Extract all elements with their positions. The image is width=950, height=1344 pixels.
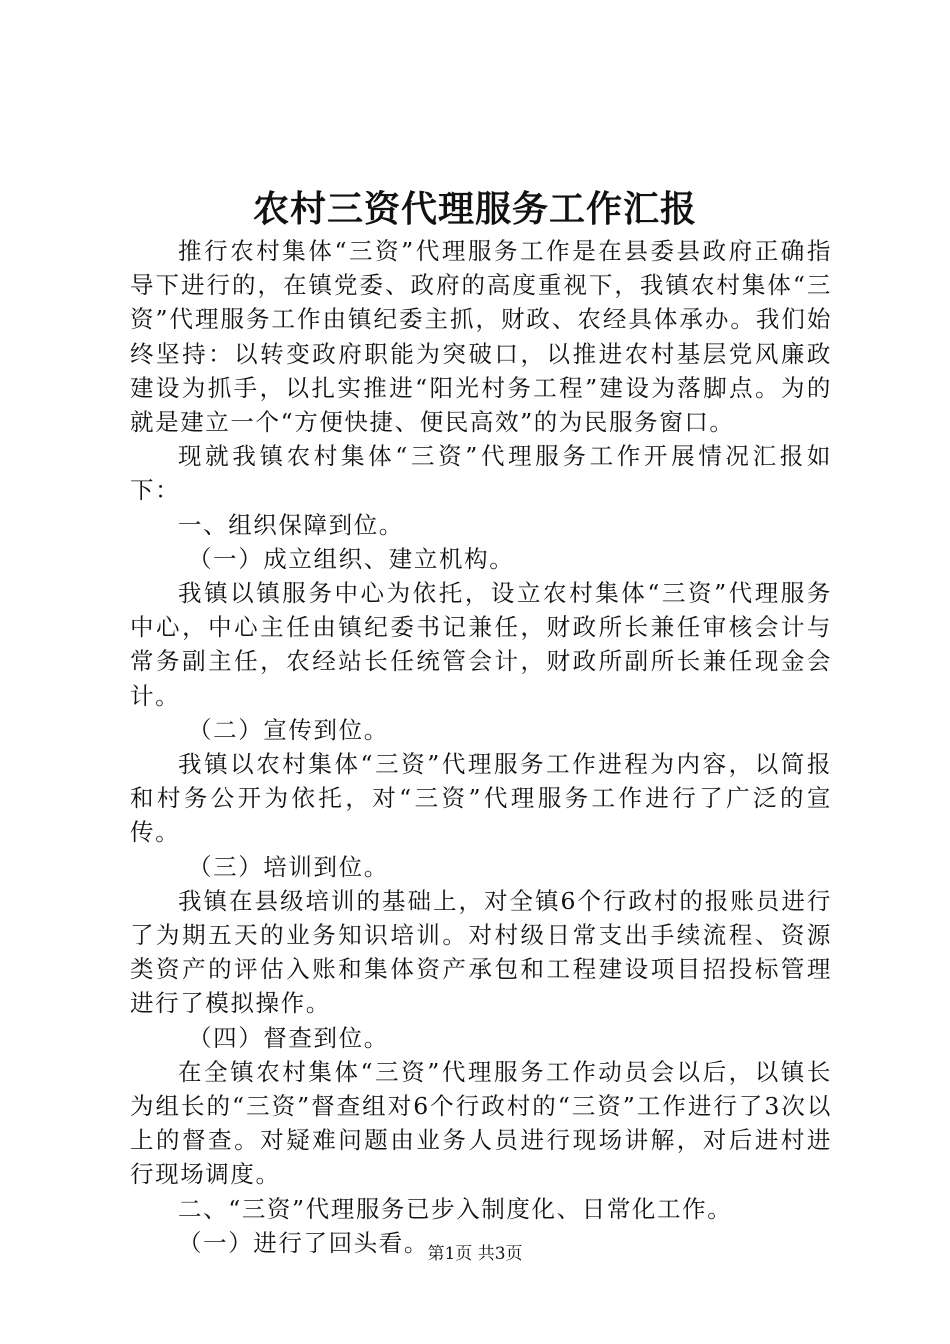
- paragraph-organization: 我镇以镇服务中心为依托，设立农村集体“三资”代理服务中心，中心主任由镇纪委书记兼任，财政所长兼任审核会计与常务副主任，农经站长任统管会计，财政所副所长兼任现金会计。: [130, 579, 832, 710]
- subsection-heading-1-2: （二）宣传到位。: [188, 715, 389, 744]
- subsection-heading-1-3: （三）培训到位。: [188, 852, 389, 881]
- page-footer: 第1页 共3页: [427, 1244, 523, 1264]
- section-heading-1: 一、组织保障到位。: [178, 510, 404, 539]
- paragraph-report-lead: 现就我镇农村集体“三资”代理服务工作开展情况汇报如下：: [130, 442, 832, 505]
- paragraph-intro: 推行农村集体“三资”代理服务工作是在县委县政府正确指导下进行的，在镇党委、政府的高度重视下，我镇农村集体“三资”代理服务工作由镇纪委主抓，财政、农经具体承办。我们始终坚持：以转变政府职能为突破口，以推进农村基层党风廉政建设为抓手，以扎实推进“阳光村务工程”建设为落脚点。为的就是建立一个“方便快捷、便民高效”的为民服务窗口。: [130, 237, 832, 437]
- subsection-heading-2-1: （一）进行了回头看。: [178, 1228, 429, 1257]
- section-heading-2: 二、“三资”代理服务已步入制度化、日常化工作。: [178, 1194, 733, 1223]
- subsection-heading-1-1: （一）成立组织、建立机构。: [188, 544, 515, 573]
- subsection-heading-1-4: （四）督查到位。: [188, 1023, 389, 1052]
- paragraph-publicity: 我镇以农村集体“三资”代理服务工作进程为内容，以简报和村务公开为依托，对“三资”代理服务工作进行了广泛的宣传。: [130, 750, 832, 847]
- paragraph-inspection: 在全镇农村集体“三资”代理服务工作动员会以后，以镇长为组长的“三资”督查组对6个行政村的“三资”工作进行了3次以上的督查。对疑难问题由业务人员进行现场讲解，对后进村进行现场调度。: [130, 1057, 832, 1189]
- document-title: 农村三资代理服务工作汇报: [252, 188, 697, 230]
- paragraph-training: 我镇在县级培训的基础上，对全镇6个行政村的报账员进行了为期五天的业务知识培训。对村级日常支出手续流程、资源类资产的评估入账和集体资产承包和工程建设项目招投标管理进行了模拟操作。: [130, 886, 832, 1018]
- document-body: [130, 234, 832, 1260]
